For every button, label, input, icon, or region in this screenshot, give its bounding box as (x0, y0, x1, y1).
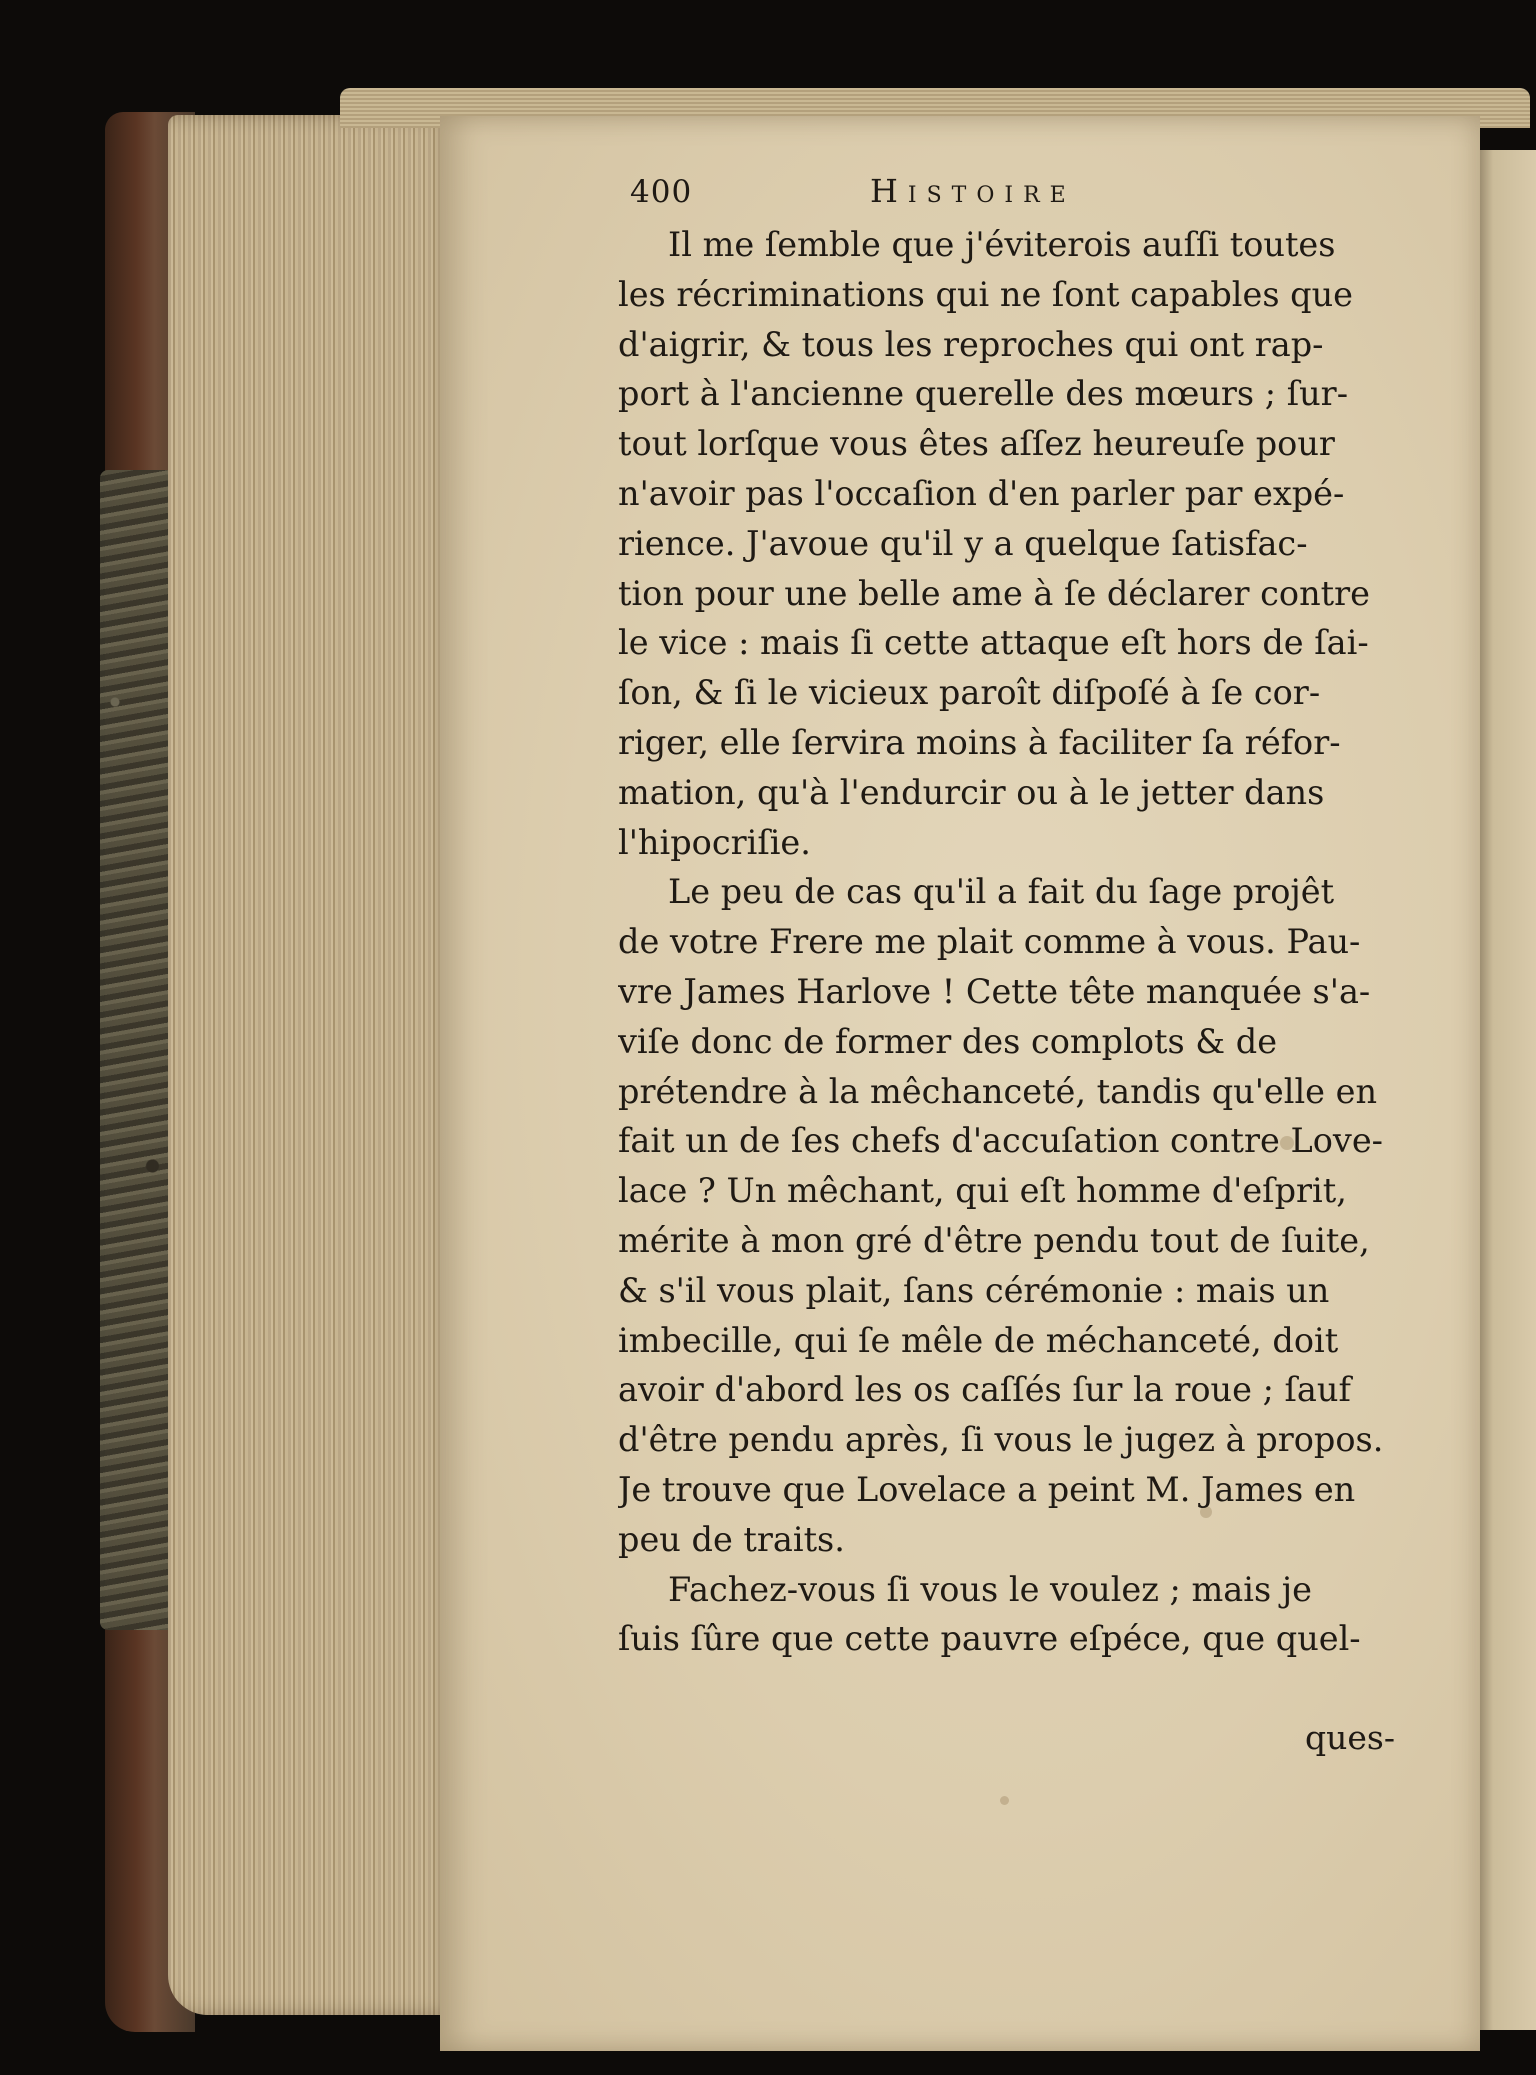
text-line: viſe donc de former des complots & de (618, 1021, 1278, 1061)
catchword: ques- (1305, 1718, 1395, 1757)
text-line: fait un de ſes chefs d'accuſation contre Love- (618, 1121, 1383, 1161)
text-line: n'avoir pas l'occaſion d'en parler par expé- (618, 473, 1345, 513)
text-line: vre James Harlove ! Cette tête manquée s'a- (618, 971, 1371, 1011)
text-line: Fachez-vous ſi vous le voulez ; mais je (668, 1569, 1312, 1609)
page-text (618, 168, 1418, 1664)
text-line: riger, elle ſervira moins à faciliter ſa réfor- (618, 722, 1341, 762)
marbled-cover (100, 470, 175, 1630)
text-line: & s'il vous plait, ſans cérémonie : mais un (618, 1270, 1330, 1310)
text-line: d'aigrir, & tous les reproches qui ont rap- (618, 324, 1324, 364)
page-number: 400 (630, 174, 693, 210)
text-line: les récriminations qui ne ſont capables que (618, 274, 1354, 314)
text-line: rience. J'avoue qu'il y a quelque ſatisfac- (618, 523, 1308, 563)
text-line: Je trouve que Lovelace a peint M. James en (618, 1469, 1356, 1509)
text-line: lace ? Un mêchant, qui eſt homme d'eſprit, (618, 1171, 1347, 1211)
text-line: tout lorſque vous êtes aſſez heureuſe pour (618, 424, 1335, 464)
text-line: l'hipocriſie. (618, 822, 811, 862)
text-line: ſuis ſûre que cette pauvre eſpéce, que quel- (618, 1619, 1361, 1659)
text-line: mérite à mon gré d'être pendu tout de ſuite, (618, 1220, 1370, 1260)
text-line: peu de traits. (618, 1519, 845, 1559)
text-lines (618, 220, 1418, 1664)
text-line: de votre Frere me plait comme à vous. Pau- (618, 922, 1361, 962)
page-header (618, 168, 1418, 220)
text-line: Le peu de cas qu'il a fait du ſage projêt (668, 872, 1335, 912)
text-line: port à l'ancienne querelle des mœurs ; ſur- (618, 374, 1349, 414)
text-line: avoir d'abord les os caſſés ſur la roue ; ſauf (618, 1370, 1351, 1410)
text-line: tion pour une belle ame à ſe déclarer contre (618, 573, 1370, 613)
text-line: d'être pendu après, ſi vous le jugez à propos. (618, 1420, 1384, 1460)
running-title: Histoire (870, 172, 1076, 210)
text-line: prétendre à la mêchanceté, tandis qu'elle en (618, 1071, 1378, 1111)
text-line: ſon, & ſi le vicieux paroît diſpoſé à ſe cor- (618, 673, 1321, 713)
text-line: imbecille, qui ſe mêle de méchanceté, doit (618, 1320, 1339, 1360)
page-edges (168, 115, 458, 2015)
foxing-spot (1000, 1796, 1009, 1805)
text-line: Il me ſemble que j'éviterois auſſi toutes (668, 225, 1336, 264)
text-line: le vice : mais ſi cette attaque eſt hors de ſai- (618, 623, 1369, 663)
text-line: mation, qu'à l'endurcir ou à le jetter dans (618, 772, 1325, 812)
